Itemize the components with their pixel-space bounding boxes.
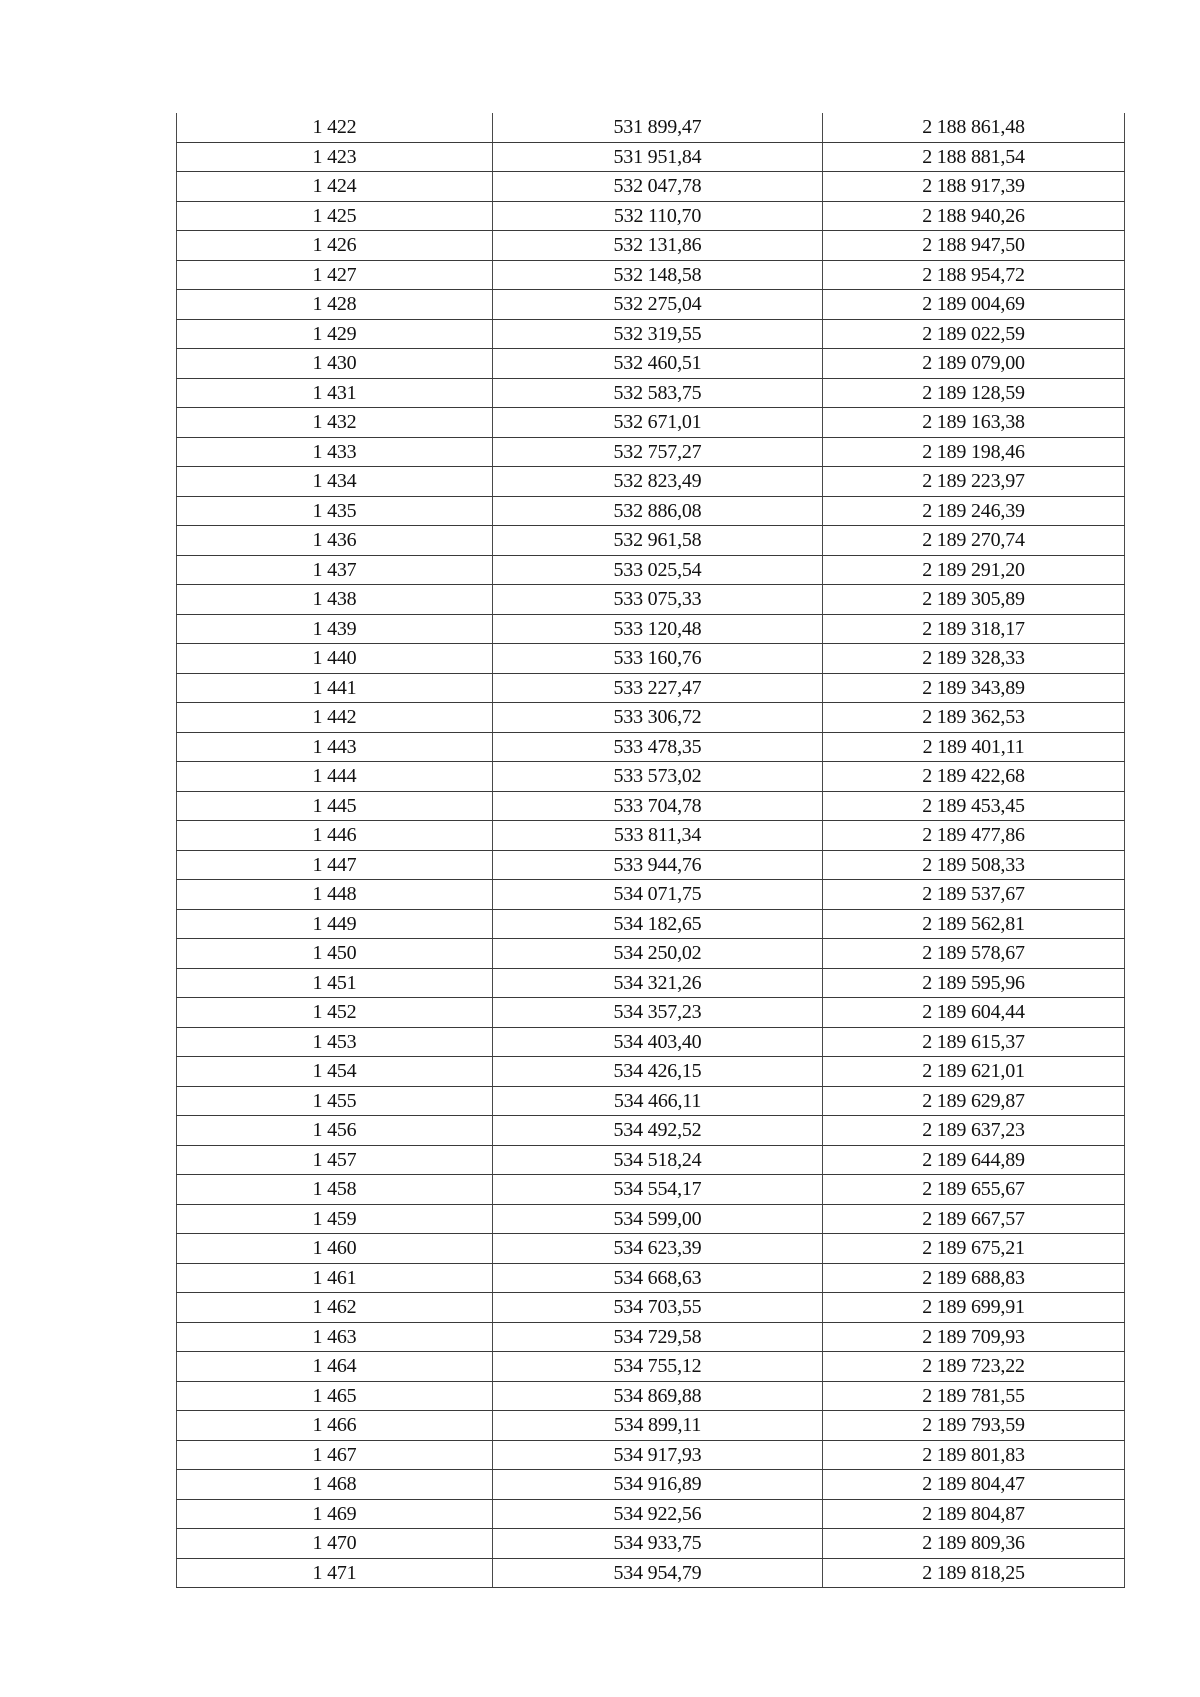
- coordinates-table-body: [177, 113, 1125, 1588]
- x-coordinate-cell: 533 227,47: [493, 673, 823, 703]
- table-row: [177, 467, 1125, 497]
- y-coordinate-cell: 2 189 223,97: [823, 467, 1125, 497]
- x-coordinate-cell: 533 944,76: [493, 850, 823, 880]
- point-number-cell: 1 465: [177, 1381, 493, 1411]
- point-number-cell: 1 454: [177, 1057, 493, 1087]
- y-coordinate-cell: 2 189 604,44: [823, 998, 1125, 1028]
- point-number-cell: 1 427: [177, 260, 493, 290]
- point-number-cell: 1 443: [177, 732, 493, 762]
- x-coordinate-cell: 532 110,70: [493, 201, 823, 231]
- y-coordinate-cell: 2 189 163,38: [823, 408, 1125, 438]
- table-row: [177, 1470, 1125, 1500]
- y-coordinate-cell: 2 189 781,55: [823, 1381, 1125, 1411]
- table-row: [177, 142, 1125, 172]
- y-coordinate-cell: 2 189 801,83: [823, 1440, 1125, 1470]
- point-number-cell: 1 432: [177, 408, 493, 438]
- point-number-cell: 1 428: [177, 290, 493, 320]
- table-row: [177, 1411, 1125, 1441]
- point-number-cell: 1 451: [177, 968, 493, 998]
- point-number-cell: 1 459: [177, 1204, 493, 1234]
- table-row: [177, 614, 1125, 644]
- x-coordinate-cell: 534 899,11: [493, 1411, 823, 1441]
- x-coordinate-cell: 534 321,26: [493, 968, 823, 998]
- table-row: [177, 1057, 1125, 1087]
- table-row: [177, 732, 1125, 762]
- y-coordinate-cell: 2 189 809,36: [823, 1529, 1125, 1559]
- y-coordinate-cell: 2 189 723,22: [823, 1352, 1125, 1382]
- x-coordinate-cell: 534 599,00: [493, 1204, 823, 1234]
- x-coordinate-cell: 533 704,78: [493, 791, 823, 821]
- table-row: [177, 880, 1125, 910]
- table-row: [177, 968, 1125, 998]
- point-number-cell: 1 437: [177, 555, 493, 585]
- point-number-cell: 1 456: [177, 1116, 493, 1146]
- point-number-cell: 1 460: [177, 1234, 493, 1264]
- y-coordinate-cell: 2 189 699,91: [823, 1293, 1125, 1323]
- table-row: [177, 260, 1125, 290]
- x-coordinate-cell: 533 120,48: [493, 614, 823, 644]
- x-coordinate-cell: 533 573,02: [493, 762, 823, 792]
- y-coordinate-cell: 2 189 818,25: [823, 1558, 1125, 1588]
- coordinates-table: [176, 113, 1125, 1588]
- y-coordinate-cell: 2 189 562,81: [823, 909, 1125, 939]
- y-coordinate-cell: 2 189 328,33: [823, 644, 1125, 674]
- y-coordinate-cell: 2 189 667,57: [823, 1204, 1125, 1234]
- table-row: [177, 998, 1125, 1028]
- point-number-cell: 1 470: [177, 1529, 493, 1559]
- x-coordinate-cell: 533 025,54: [493, 555, 823, 585]
- point-number-cell: 1 442: [177, 703, 493, 733]
- x-coordinate-cell: 534 703,55: [493, 1293, 823, 1323]
- y-coordinate-cell: 2 189 362,53: [823, 703, 1125, 733]
- point-number-cell: 1 466: [177, 1411, 493, 1441]
- y-coordinate-cell: 2 189 270,74: [823, 526, 1125, 556]
- y-coordinate-cell: 2 189 793,59: [823, 1411, 1125, 1441]
- point-number-cell: 1 450: [177, 939, 493, 969]
- table-row: [177, 437, 1125, 467]
- table-row: [177, 1440, 1125, 1470]
- y-coordinate-cell: 2 188 947,50: [823, 231, 1125, 261]
- y-coordinate-cell: 2 189 621,01: [823, 1057, 1125, 1087]
- table-row: [177, 762, 1125, 792]
- table-row: [177, 1322, 1125, 1352]
- y-coordinate-cell: 2 189 422,68: [823, 762, 1125, 792]
- table-row: [177, 172, 1125, 202]
- point-number-cell: 1 461: [177, 1263, 493, 1293]
- y-coordinate-cell: 2 189 675,21: [823, 1234, 1125, 1264]
- y-coordinate-cell: 2 188 940,26: [823, 201, 1125, 231]
- point-number-cell: 1 431: [177, 378, 493, 408]
- y-coordinate-cell: 2 189 453,45: [823, 791, 1125, 821]
- y-coordinate-cell: 2 188 861,48: [823, 113, 1125, 142]
- point-number-cell: 1 468: [177, 1470, 493, 1500]
- x-coordinate-cell: 532 671,01: [493, 408, 823, 438]
- y-coordinate-cell: 2 189 004,69: [823, 290, 1125, 320]
- table-row: [177, 1027, 1125, 1057]
- table-row: [177, 378, 1125, 408]
- table-row: [177, 850, 1125, 880]
- table-row: [177, 585, 1125, 615]
- y-coordinate-cell: 2 189 198,46: [823, 437, 1125, 467]
- y-coordinate-cell: 2 189 079,00: [823, 349, 1125, 379]
- table-row: [177, 1558, 1125, 1588]
- point-number-cell: 1 422: [177, 113, 493, 142]
- table-row: [177, 1529, 1125, 1559]
- y-coordinate-cell: 2 189 508,33: [823, 850, 1125, 880]
- x-coordinate-cell: 533 478,35: [493, 732, 823, 762]
- x-coordinate-cell: 534 492,52: [493, 1116, 823, 1146]
- point-number-cell: 1 426: [177, 231, 493, 261]
- point-number-cell: 1 467: [177, 1440, 493, 1470]
- point-number-cell: 1 471: [177, 1558, 493, 1588]
- y-coordinate-cell: 2 189 318,17: [823, 614, 1125, 644]
- point-number-cell: 1 445: [177, 791, 493, 821]
- x-coordinate-cell: 534 917,93: [493, 1440, 823, 1470]
- point-number-cell: 1 438: [177, 585, 493, 615]
- table-row: [177, 349, 1125, 379]
- y-coordinate-cell: 2 189 291,20: [823, 555, 1125, 585]
- table-row: [177, 113, 1125, 142]
- x-coordinate-cell: 531 951,84: [493, 142, 823, 172]
- table-row: [177, 1234, 1125, 1264]
- x-coordinate-cell: 534 426,15: [493, 1057, 823, 1087]
- y-coordinate-cell: 2 189 578,67: [823, 939, 1125, 969]
- point-number-cell: 1 463: [177, 1322, 493, 1352]
- table-row: [177, 821, 1125, 851]
- table-row: [177, 1263, 1125, 1293]
- point-number-cell: 1 446: [177, 821, 493, 851]
- point-number-cell: 1 452: [177, 998, 493, 1028]
- table-row: [177, 1204, 1125, 1234]
- x-coordinate-cell: 534 916,89: [493, 1470, 823, 1500]
- x-coordinate-cell: 534 922,56: [493, 1499, 823, 1529]
- table-row: [177, 231, 1125, 261]
- y-coordinate-cell: 2 189 595,96: [823, 968, 1125, 998]
- x-coordinate-cell: 532 886,08: [493, 496, 823, 526]
- point-number-cell: 1 453: [177, 1027, 493, 1057]
- x-coordinate-cell: 534 071,75: [493, 880, 823, 910]
- table-row: [177, 1499, 1125, 1529]
- x-coordinate-cell: 532 319,55: [493, 319, 823, 349]
- point-number-cell: 1 429: [177, 319, 493, 349]
- y-coordinate-cell: 2 189 305,89: [823, 585, 1125, 615]
- x-coordinate-cell: 534 250,02: [493, 939, 823, 969]
- table-row: [177, 290, 1125, 320]
- table-row: [177, 319, 1125, 349]
- x-coordinate-cell: 532 757,27: [493, 437, 823, 467]
- x-coordinate-cell: 532 131,86: [493, 231, 823, 261]
- y-coordinate-cell: 2 189 709,93: [823, 1322, 1125, 1352]
- table-row: [177, 703, 1125, 733]
- point-number-cell: 1 441: [177, 673, 493, 703]
- x-coordinate-cell: 534 933,75: [493, 1529, 823, 1559]
- table-row: [177, 201, 1125, 231]
- point-number-cell: 1 455: [177, 1086, 493, 1116]
- point-number-cell: 1 462: [177, 1293, 493, 1323]
- x-coordinate-cell: 532 047,78: [493, 172, 823, 202]
- point-number-cell: 1 464: [177, 1352, 493, 1382]
- table-row: [177, 1293, 1125, 1323]
- table-row: [177, 1352, 1125, 1382]
- table-row: [177, 909, 1125, 939]
- table-row: [177, 408, 1125, 438]
- point-number-cell: 1 434: [177, 467, 493, 497]
- y-coordinate-cell: 2 189 477,86: [823, 821, 1125, 851]
- y-coordinate-cell: 2 189 343,89: [823, 673, 1125, 703]
- y-coordinate-cell: 2 188 917,39: [823, 172, 1125, 202]
- point-number-cell: 1 458: [177, 1175, 493, 1205]
- x-coordinate-cell: 534 954,79: [493, 1558, 823, 1588]
- table-row: [177, 673, 1125, 703]
- x-coordinate-cell: 532 275,04: [493, 290, 823, 320]
- table-row: [177, 1086, 1125, 1116]
- table-row: [177, 526, 1125, 556]
- table-row: [177, 555, 1125, 585]
- x-coordinate-cell: 534 403,40: [493, 1027, 823, 1057]
- y-coordinate-cell: 2 189 655,67: [823, 1175, 1125, 1205]
- x-coordinate-cell: 533 811,34: [493, 821, 823, 851]
- x-coordinate-cell: 534 518,24: [493, 1145, 823, 1175]
- point-number-cell: 1 430: [177, 349, 493, 379]
- y-coordinate-cell: 2 189 804,87: [823, 1499, 1125, 1529]
- point-number-cell: 1 435: [177, 496, 493, 526]
- point-number-cell: 1 423: [177, 142, 493, 172]
- point-number-cell: 1 439: [177, 614, 493, 644]
- point-number-cell: 1 425: [177, 201, 493, 231]
- point-number-cell: 1 436: [177, 526, 493, 556]
- y-coordinate-cell: 2 189 688,83: [823, 1263, 1125, 1293]
- point-number-cell: 1 449: [177, 909, 493, 939]
- x-coordinate-cell: 534 466,11: [493, 1086, 823, 1116]
- x-coordinate-cell: 532 583,75: [493, 378, 823, 408]
- y-coordinate-cell: 2 189 537,67: [823, 880, 1125, 910]
- x-coordinate-cell: 534 182,65: [493, 909, 823, 939]
- point-number-cell: 1 440: [177, 644, 493, 674]
- x-coordinate-cell: 532 823,49: [493, 467, 823, 497]
- y-coordinate-cell: 2 188 881,54: [823, 142, 1125, 172]
- y-coordinate-cell: 2 189 246,39: [823, 496, 1125, 526]
- point-number-cell: 1 457: [177, 1145, 493, 1175]
- point-number-cell: 1 448: [177, 880, 493, 910]
- table-row: [177, 791, 1125, 821]
- y-coordinate-cell: 2 189 637,23: [823, 1116, 1125, 1146]
- y-coordinate-cell: 2 189 022,59: [823, 319, 1125, 349]
- x-coordinate-cell: 532 460,51: [493, 349, 823, 379]
- point-number-cell: 1 447: [177, 850, 493, 880]
- x-coordinate-cell: 534 554,17: [493, 1175, 823, 1205]
- x-coordinate-cell: 534 755,12: [493, 1352, 823, 1382]
- table-row: [177, 496, 1125, 526]
- table-row: [177, 939, 1125, 969]
- table-row: [177, 1116, 1125, 1146]
- y-coordinate-cell: 2 189 401,11: [823, 732, 1125, 762]
- y-coordinate-cell: 2 188 954,72: [823, 260, 1125, 290]
- y-coordinate-cell: 2 189 615,37: [823, 1027, 1125, 1057]
- x-coordinate-cell: 533 306,72: [493, 703, 823, 733]
- point-number-cell: 1 424: [177, 172, 493, 202]
- table-row: [177, 1381, 1125, 1411]
- x-coordinate-cell: 531 899,47: [493, 113, 823, 142]
- x-coordinate-cell: 534 729,58: [493, 1322, 823, 1352]
- y-coordinate-cell: 2 189 128,59: [823, 378, 1125, 408]
- point-number-cell: 1 469: [177, 1499, 493, 1529]
- x-coordinate-cell: 532 961,58: [493, 526, 823, 556]
- x-coordinate-cell: 534 668,63: [493, 1263, 823, 1293]
- table-row: [177, 644, 1125, 674]
- point-number-cell: 1 433: [177, 437, 493, 467]
- y-coordinate-cell: 2 189 644,89: [823, 1145, 1125, 1175]
- x-coordinate-cell: 533 160,76: [493, 644, 823, 674]
- table-row: [177, 1145, 1125, 1175]
- x-coordinate-cell: 534 869,88: [493, 1381, 823, 1411]
- point-number-cell: 1 444: [177, 762, 493, 792]
- x-coordinate-cell: 533 075,33: [493, 585, 823, 615]
- x-coordinate-cell: 534 357,23: [493, 998, 823, 1028]
- y-coordinate-cell: 2 189 804,47: [823, 1470, 1125, 1500]
- table-row: [177, 1175, 1125, 1205]
- x-coordinate-cell: 532 148,58: [493, 260, 823, 290]
- x-coordinate-cell: 534 623,39: [493, 1234, 823, 1264]
- y-coordinate-cell: 2 189 629,87: [823, 1086, 1125, 1116]
